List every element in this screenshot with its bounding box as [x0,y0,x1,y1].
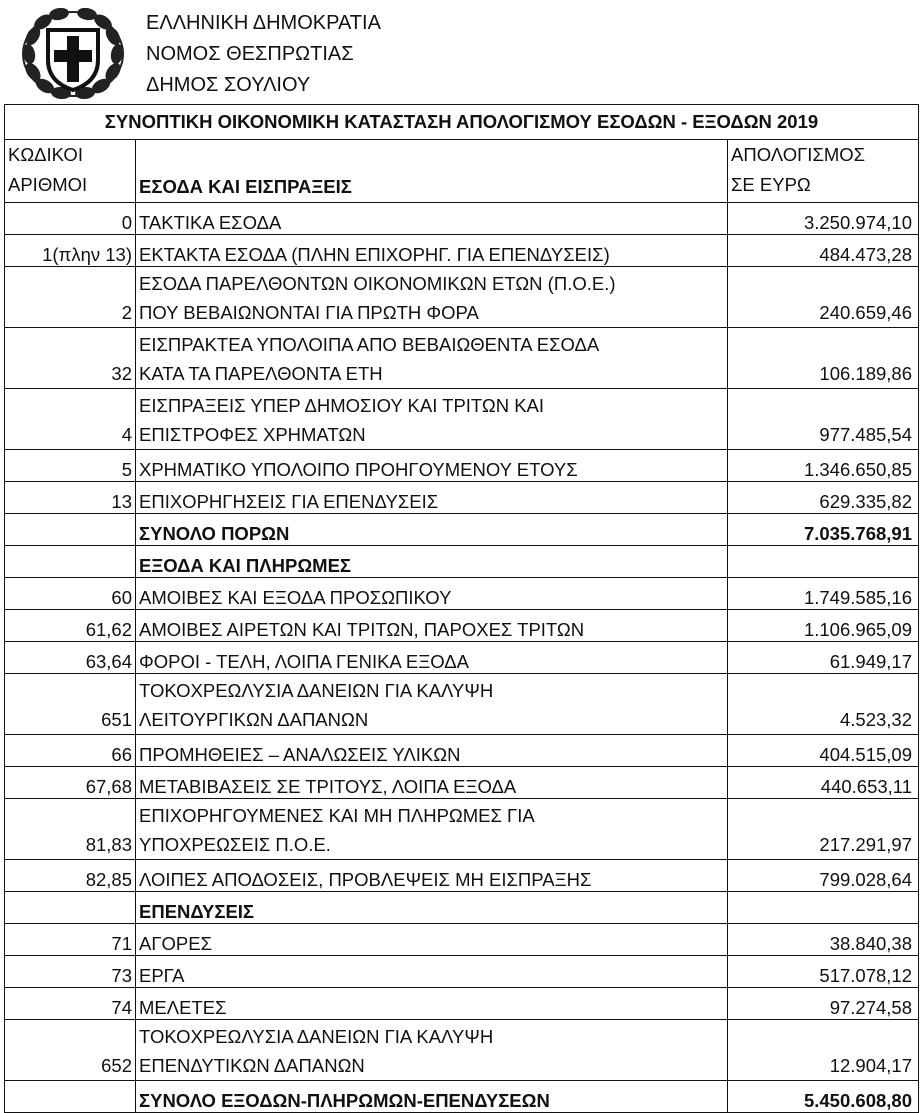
row-description [136,203,728,235]
row-description [136,956,728,988]
row-amount: 4.523,32 [728,674,919,735]
row-amount: 61.949,17 [728,642,919,674]
row-code: 82,85 [5,860,136,892]
row-amount: 799.028,64 [728,860,919,892]
cut-off-footer [0,1062,922,1074]
row-amount: 1.346.650,85 [728,450,919,482]
table-title: ΣΥΝΟΠΤΙΚΗ ΟΙΚΟΝΟΜΙΚΗ ΚΑΤΑΣΤΑΣΗ ΑΠΟΛΟΓΙΣΜΟΥ ΕΣΟΔΩΝ - ΕΞΟΔΩΝ 2019 [5,105,919,140]
table-row [5,546,919,578]
table-row [5,578,919,610]
row-description [136,924,728,956]
table-row [5,642,919,674]
row-amount: 404.515,09 [728,735,919,767]
table-row [5,389,919,450]
row-amount: 217.291,97 [728,799,919,860]
table-row [5,767,919,799]
row-description [136,610,728,642]
description-line: ΑΜΟΙΒΕΣ ΑΙΡΕΤΩΝ ΚΑΙ ΤΡΙΤΩΝ, ΠΑΡΟΧΕΣ ΤΡΙΤΩΝ [139,619,585,640]
amount-header-line1: ΑΠΟΛΟΓΙΣΜΟΣ [731,144,866,165]
description-line: ΠΟΥ ΒΕΒΑΙΩΝΟΝΤΑΙ ΓΙΑ ΠΡΩΤΗ ΦΟΡΑ [139,302,479,323]
table-title-row [5,105,919,140]
row-amount [728,546,919,578]
description-line: ΕΠΙΧΟΡΗΓΟΥΜΕΝΕΣ ΚΑΙ ΜΗ ΠΛΗΡΩΜΕΣ ΓΙΑ [139,805,535,826]
description-line: ΜΕΛΕΤΕΣ [139,997,227,1018]
financial-summary-table [4,104,919,1113]
column-header-row [5,140,919,203]
row-code: 13 [5,482,136,514]
row-description [136,642,728,674]
table-row [5,482,919,514]
row-code: 71 [5,924,136,956]
description-line: ΧΡΗΜΑΤΙΚΟ ΥΠΟΛΟΙΠΟ ΠΡΟΗΓΟΥΜΕΝΟΥ ΕΤΟΥΣ [139,459,578,480]
row-description [136,328,728,389]
description-line: ΕΚΤΑΚΤΑ ΕΣΟΔΑ (ΠΛΗΝ ΕΠΙΧΟΡΗΓ. ΓΙΑ ΕΠΕΝΔΥΣΕΙΣ) [139,244,610,265]
row-description [136,482,728,514]
description-line: ΛΟΙΠΕΣ ΑΠΟΔΟΣΕΙΣ, ΠΡΟΒΛΕΨΕΙΣ ΜΗ ΕΙΣΠΡΑΞΗΣ [139,869,592,890]
row-code: 652 [5,1020,136,1081]
row-description [136,267,728,328]
amount-column-header [728,140,919,203]
table-row [5,988,919,1020]
description-line: ΚΑΤΑ ΤΑ ΠΑΡΕΛΘΟΝΤΑ ΕΤΗ [139,363,383,384]
row-description [136,767,728,799]
description-line: ΕΙΣΠΡΑΚΤΕΑ ΥΠΟΛΟΙΠΑ ΑΠΟ ΒΕΒΑΙΩΘΕΝΤΑ ΕΣΟΔΑ [139,334,600,355]
row-amount: 38.840,38 [728,924,919,956]
table-row [5,514,919,546]
row-description [136,892,728,924]
row-amount: 7.035.768,91 [728,514,919,546]
row-amount: 106.189,86 [728,328,919,389]
row-description [136,235,728,267]
description-line: ΛΕΙΤΟΥΡΓΙΚΩΝ ΔΑΠΑΝΩΝ [139,709,369,730]
prefecture-line: ΝΟΜΟΣ ΘΕΣΠΡΩΤΙΑΣ [146,43,354,65]
row-description [136,860,728,892]
description-line: ΦΟΡΟΙ - ΤΕΛΗ, ΛΟΙΠΑ ΓΕΝΙΚΑ ΕΞΟΔΑ [139,651,469,672]
row-description [136,988,728,1020]
row-code: 5 [5,450,136,482]
row-code: 73 [5,956,136,988]
table-row [5,267,919,328]
row-amount: 5.450.608,80 [728,1081,919,1113]
table-row [5,328,919,389]
issuer-lines [146,8,381,101]
row-amount: 12.904,17 [728,1020,919,1081]
row-amount: 629.335,82 [728,482,919,514]
row-description [136,578,728,610]
table-row [5,892,919,924]
table-row [5,1081,919,1113]
table-body [5,203,919,1113]
row-description [136,450,728,482]
row-amount: 3.250.974,10 [728,203,919,235]
row-amount: 240.659,46 [728,267,919,328]
description-line: ΕΠΙΧΟΡΗΓΗΣΕΙΣ ΓΙΑ ΕΠΕΝΔΥΣΕΙΣ [139,491,439,512]
row-description [136,389,728,450]
table-row [5,203,919,235]
greek-coat-of-arms-icon [18,8,128,100]
table-row [5,674,919,735]
description-line: ΕΠΙΣΤΡΟΦΕΣ ΧΡΗΜΑΤΩΝ [139,424,366,445]
code-column-header [5,140,136,203]
description-line: ΣΥΝΟΛΟ ΠΟΡΩΝ [139,523,290,544]
row-code: 67,68 [5,767,136,799]
row-code: 74 [5,988,136,1020]
table-row [5,799,919,860]
description-line: ΜΕΤΑΒΙΒΑΣΕΙΣ ΣΕ ΤΡΙΤΟΥΣ, ΛΟΙΠΑ ΕΞΟΔΑ [139,776,517,797]
row-code [5,892,136,924]
row-code: 61,62 [5,610,136,642]
country-line: ΕΛΛΗΝΙΚΗ ΔΗΜΟΚΡΑΤΙΑ [146,12,381,34]
row-code: 651 [5,674,136,735]
row-description [136,546,728,578]
row-code [5,546,136,578]
table-row [5,860,919,892]
description-line: ΕΠΕΝΔΥΣΕΙΣ [139,901,255,922]
municipality-line: ΔΗΜΟΣ ΣΟΥΛΙΟΥ [146,74,311,96]
description-line: ΥΠΟΧΡΕΩΣΕΙΣ Π.Ο.Ε. [139,834,331,855]
description-line: ΣΥΝΟΛΟ ΕΞΟΔΩΝ-ΠΛΗΡΩΜΩΝ-ΕΠΕΝΔΥΣΕΩΝ [139,1090,550,1111]
code-header-line1: ΚΩΔΙΚΟΙ [8,144,83,165]
description-column-header: ΕΣΟΔΑ ΚΑΙ ΕΙΣΠΡΑΞΕΙΣ [136,140,728,203]
row-code: 32 [5,328,136,389]
row-code: 66 [5,735,136,767]
row-description [136,514,728,546]
table-row [5,924,919,956]
description-line: ΕΣΟΔΑ ΠΑΡΕΛΘΟΝΤΩΝ ΟΙΚΟΝΟΜΙΚΩΝ ΕΤΩΝ (Π.Ο.Ε.) [139,273,616,294]
row-code: 60 [5,578,136,610]
table-row [5,235,919,267]
code-header-line2: ΑΡΙΘΜΟΙ [8,174,88,195]
row-amount: 1.106.965,09 [728,610,919,642]
description-line: ΕΠΕΝΔΥΤΙΚΩΝ ΔΑΠΑΝΩΝ [139,1055,365,1076]
row-code: 81,83 [5,799,136,860]
description-line: ΑΜΟΙΒΕΣ ΚΑΙ ΕΞΟΔΑ ΠΡΟΣΩΠΙΚΟΥ [139,587,452,608]
row-code: 4 [5,389,136,450]
description-line: ΤΑΚΤΙΚΑ ΕΣΟΔΑ [139,212,282,233]
row-description [136,735,728,767]
row-description [136,799,728,860]
row-amount: 97.274,58 [728,988,919,1020]
row-amount [728,892,919,924]
table-row [5,450,919,482]
row-code: 63,64 [5,642,136,674]
row-code: 1(πλην 13) [5,235,136,267]
row-amount: 977.485,54 [728,389,919,450]
row-code [5,1081,136,1113]
row-amount: 440.653,11 [728,767,919,799]
row-amount: 1.749.585,16 [728,578,919,610]
description-line: ΠΡΟΜΗΘΕΙΕΣ – ΑΝΑΛΩΣΕΙΣ ΥΛΙΚΩΝ [139,744,461,765]
description-line: ΕΙΣΠΡΑΞΕΙΣ ΥΠΕΡ ΔΗΜΟΣΙΟΥ ΚΑΙ ΤΡΙΤΩΝ ΚΑΙ [139,395,545,416]
row-code [5,514,136,546]
amount-header-line2: ΣΕ ΕΥΡΩ [731,174,811,195]
document-header [0,0,922,104]
row-code: 2 [5,267,136,328]
description-line: ΕΞΟΔΑ ΚΑΙ ΠΛΗΡΩΜΕΣ [139,555,352,576]
row-amount: 484.473,28 [728,235,919,267]
row-amount: 517.078,12 [728,956,919,988]
table-row [5,610,919,642]
row-description [136,1081,728,1113]
description-line: ΑΓΟΡΕΣ [139,933,213,954]
row-description [136,674,728,735]
description-line: ΕΡΓΑ [139,965,185,986]
table-row [5,735,919,767]
table-row [5,956,919,988]
description-line: ΤΟΚΟΧΡΕΩΛΥΣΙΑ ΔΑΝΕΙΩΝ ΓΙΑ ΚΑΛΥΨΗ [139,680,494,701]
row-code: 0 [5,203,136,235]
description-line: ΤΟΚΟΧΡΕΩΛΥΣΙΑ ΔΑΝΕΙΩΝ ΓΙΑ ΚΑΛΥΨΗ [139,1026,494,1047]
